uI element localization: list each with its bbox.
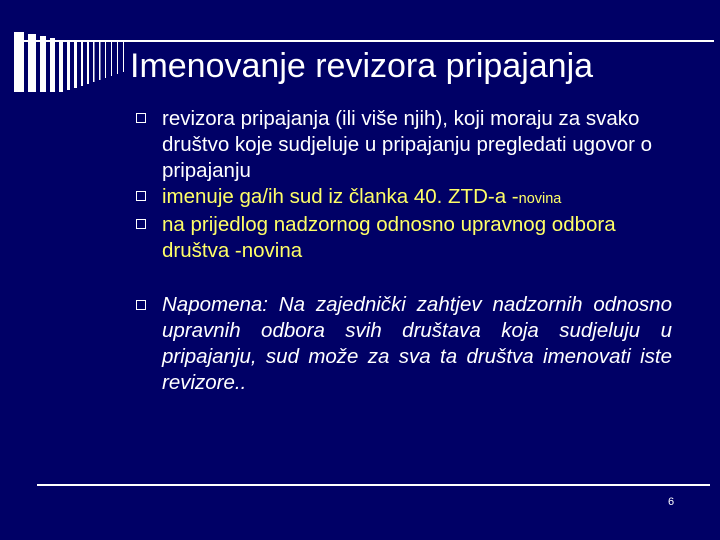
footer-divider [37,484,710,486]
bullet-text: na prijedlog nadzornog odnosno upravnog odbora društva -novina [162,213,616,262]
slide-title: Imenovanje revizora pripajanja [130,47,594,85]
bullet-item [134,184,672,212]
bullet-item [134,212,672,264]
hollow-square-icon [136,113,146,123]
hollow-square-icon [136,219,146,229]
bullet-suffix: novina [518,191,562,207]
page-number: 6 [668,496,675,508]
note-text: Napomena: Na zajednički zahtjev nadzornih odnosno upravnih odbora svih društava koja sudjeluju u pripajanju, sud može za sva ta društva imenovati iste revizore.. [162,293,672,394]
hollow-square-icon [136,300,146,310]
hollow-square-icon [136,191,146,201]
slide-content [134,106,672,396]
bullet-text: imenuje ga/ih sud iz članka 40. ZTD-a - [162,185,519,208]
note-item [134,292,672,396]
bullet-text: revizora pripajanja (ili više njih), koji moraju za svako društvo koje sudjeluje u pripajanju pregledati ugovor o pripajanju [162,107,653,182]
bullet-item [134,106,672,184]
